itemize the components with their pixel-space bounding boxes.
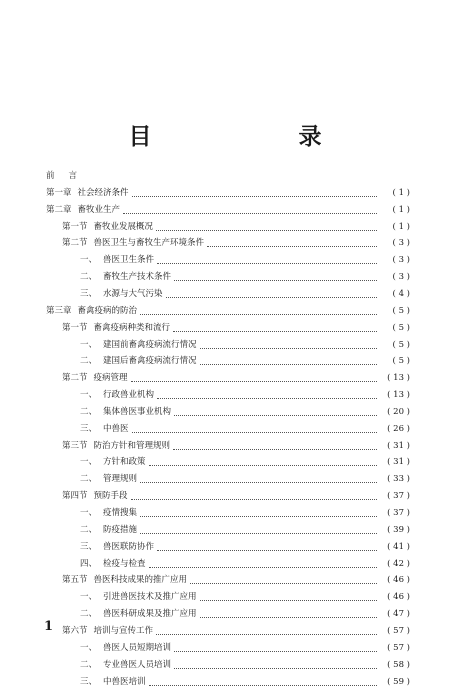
toc-entry-number: 二、 bbox=[80, 609, 98, 620]
toc-entry-number: 第二节 bbox=[62, 373, 88, 384]
toc-entry-text: 兽医科研成果及推广应用 bbox=[103, 609, 197, 620]
toc-entry-number: 前 bbox=[46, 171, 55, 181]
toc-entry bbox=[80, 471, 410, 487]
toc-leader-dots bbox=[157, 549, 377, 551]
toc-entry bbox=[80, 337, 410, 353]
toc-entry-page: ( 41 ) bbox=[387, 541, 410, 552]
toc-entry-number: 一、 bbox=[80, 642, 98, 653]
toc-entry-page: ( 26 ) bbox=[387, 423, 410, 434]
toc-entry-page: ( 31 ) bbox=[387, 440, 410, 451]
toc-leader-dots bbox=[174, 650, 377, 652]
toc-entry-label bbox=[80, 674, 146, 690]
toc-entry-text: 引进兽医技术及推广应用 bbox=[103, 592, 197, 603]
toc-entry-label bbox=[80, 353, 197, 369]
toc-entry bbox=[80, 286, 410, 302]
toc-entry bbox=[80, 539, 410, 555]
toc-leader-dots bbox=[156, 229, 377, 231]
toc-entry-text: 防疫措施 bbox=[103, 524, 138, 535]
toc-leader-dots bbox=[140, 481, 377, 483]
toc-entry-label bbox=[62, 219, 153, 235]
toc-entry-label bbox=[80, 454, 146, 470]
toc-entry-page: ( 47 ) bbox=[387, 609, 410, 620]
toc-entry-label bbox=[62, 488, 128, 504]
toc-entry-label bbox=[80, 286, 163, 302]
toc-entry-page: ( 3 ) bbox=[392, 255, 410, 266]
toc-entry-label bbox=[80, 471, 137, 487]
toc-leader-dots bbox=[157, 262, 377, 264]
toc-entry-text: 管理规则 bbox=[103, 474, 138, 485]
toc-entry-text: 畜牧生产技术条件 bbox=[103, 272, 172, 283]
toc-entry-text: 兽医科技成果的推广应用 bbox=[93, 575, 188, 586]
toc-entry-page: ( 57 ) bbox=[387, 642, 410, 653]
toc-entry-label bbox=[62, 623, 153, 639]
toc-leader-dots bbox=[140, 532, 377, 534]
toc-entry-text: 畜牧业生产 bbox=[77, 204, 121, 215]
toc-entry-number: 第二节 bbox=[62, 238, 88, 249]
toc-entry-label bbox=[80, 556, 146, 572]
toc-entry bbox=[80, 454, 410, 470]
toc-entry-text: 社会经济条件 bbox=[77, 187, 129, 198]
toc-entry-page: ( 1 ) bbox=[392, 221, 410, 232]
toc-entry-label bbox=[80, 640, 171, 656]
toc-entry-number: 一、 bbox=[80, 255, 98, 266]
toc-leader-dots bbox=[190, 582, 377, 584]
toc-entry-page: ( 1 ) bbox=[392, 187, 410, 198]
toc-leader-dots bbox=[174, 279, 377, 281]
toc-entry-text: 行政兽业机构 bbox=[103, 390, 155, 401]
toc-entry-label bbox=[80, 606, 197, 622]
toc-entry-number: 一、 bbox=[80, 592, 98, 603]
toc-entry-number: 二、 bbox=[80, 406, 98, 417]
toc-entry-text: 中兽医培训 bbox=[103, 676, 146, 687]
toc-entry-number: 第一章 bbox=[46, 187, 72, 198]
toc-entry-number: 三、 bbox=[80, 676, 98, 687]
toc-entry-text: 言 bbox=[68, 171, 78, 181]
toc-entry-page: ( 59 ) bbox=[387, 676, 410, 687]
toc-entry bbox=[46, 303, 410, 319]
toc-entry-page: ( 37 ) bbox=[387, 491, 410, 502]
toc-entry bbox=[62, 438, 410, 454]
toc-entry-number: 第五节 bbox=[62, 575, 88, 586]
toc-entry-text: 畜牧业发展概况 bbox=[93, 221, 154, 232]
toc-entry-text: 疫病管理 bbox=[93, 373, 128, 384]
toc-entry-text: 兽医卫生与畜牧生产环境条件 bbox=[93, 238, 205, 249]
toc-leader-dots bbox=[149, 464, 377, 466]
toc-entry-label bbox=[80, 522, 137, 538]
toc-entry-label bbox=[46, 168, 77, 184]
toc-entry-label bbox=[80, 539, 154, 555]
toc-entry-page: ( 5 ) bbox=[392, 339, 410, 350]
toc-entry-text: 畜禽疫病的防治 bbox=[77, 305, 138, 316]
toc-entry-number: 一、 bbox=[80, 508, 98, 518]
toc-leader-dots bbox=[200, 616, 377, 618]
toc-leader-dots bbox=[173, 330, 377, 332]
toc-entry-label bbox=[80, 589, 197, 605]
toc-entry-page: ( 39 ) bbox=[387, 524, 410, 535]
toc-entry-label bbox=[80, 505, 137, 521]
page-number: 1 bbox=[44, 619, 54, 634]
toc-entry-page: ( 46 ) bbox=[387, 592, 410, 603]
toc-entry-page: ( 13 ) bbox=[387, 390, 410, 401]
toc-entry-page: ( 5 ) bbox=[392, 305, 410, 316]
toc-entry bbox=[80, 589, 410, 605]
toc-leader-dots bbox=[200, 347, 377, 349]
toc-entry-text: 检疫与检査 bbox=[103, 558, 146, 569]
toc-entry-page: ( 33 ) bbox=[387, 474, 410, 485]
toc-entry-number: 二、 bbox=[80, 272, 98, 283]
toc-entry-page: ( 57 ) bbox=[387, 625, 410, 636]
page-title: 目 录 bbox=[128, 123, 384, 150]
toc-entry-label bbox=[46, 202, 120, 218]
toc-entry-label bbox=[46, 185, 129, 201]
toc-entry-number: 三、 bbox=[80, 541, 98, 552]
toc-entry-number: 第一节 bbox=[62, 221, 88, 232]
toc-entry-number: 四、 bbox=[80, 558, 98, 569]
toc-entry-page: ( 42 ) bbox=[387, 558, 410, 569]
toc-entry-text: 集体兽医事业机构 bbox=[103, 406, 172, 417]
toc-entry-page: ( 5 ) bbox=[392, 322, 410, 333]
toc-entry bbox=[80, 606, 410, 622]
toc-entry bbox=[62, 572, 410, 588]
toc-entry-number: 第六节 bbox=[62, 625, 88, 636]
toc-leader-dots bbox=[207, 245, 377, 247]
toc-entry bbox=[80, 404, 410, 420]
toc-entry-number: 第四节 bbox=[62, 491, 88, 502]
toc-entry bbox=[46, 168, 410, 184]
toc-entry-text: 建国后畜禽疫病流行情况 bbox=[103, 356, 197, 367]
toc-entry-text: 兽医人员短期培训 bbox=[103, 642, 172, 653]
toc-entry bbox=[62, 219, 410, 235]
toc-entry-label bbox=[80, 252, 154, 268]
toc-entry-number: 一、 bbox=[80, 339, 98, 350]
toc-leader-dots bbox=[174, 414, 377, 416]
toc-entry bbox=[46, 202, 410, 218]
toc-entry-text: 兽医联防协作 bbox=[103, 541, 155, 552]
toc-entry bbox=[62, 488, 410, 504]
toc-entry-page: ( 13 ) bbox=[387, 373, 410, 384]
toc-entry bbox=[62, 320, 410, 336]
toc-entry bbox=[80, 269, 410, 285]
toc-entry-label bbox=[62, 320, 170, 336]
toc-entry bbox=[80, 674, 410, 690]
toc-entry-label bbox=[80, 404, 171, 420]
toc-entry-page: ( 3 ) bbox=[392, 272, 410, 283]
toc-entry-number: 三、 bbox=[80, 423, 98, 434]
toc-entry-label bbox=[80, 657, 171, 673]
toc-leader-dots bbox=[200, 363, 377, 365]
toc-leader-dots bbox=[200, 599, 377, 601]
toc-entry-page: ( 31 ) bbox=[387, 457, 410, 468]
toc-leader-dots bbox=[173, 448, 377, 450]
toc-entry bbox=[62, 370, 410, 386]
toc-entry-text: 中兽医 bbox=[103, 423, 129, 434]
toc-entry-page: ( 46 ) bbox=[387, 575, 410, 586]
toc-entry bbox=[80, 522, 410, 538]
toc-entry-text: 培训与宣传工作 bbox=[93, 625, 154, 636]
toc-entry bbox=[80, 252, 410, 268]
toc-leader-dots bbox=[166, 296, 377, 298]
toc-leader-dots bbox=[132, 195, 377, 197]
toc-entry-text: 专业兽医人员培训 bbox=[103, 659, 172, 670]
toc-leader-dots bbox=[140, 515, 377, 517]
toc-entry bbox=[62, 235, 410, 251]
toc-leader-dots bbox=[123, 212, 377, 214]
toc-entry-number: 二、 bbox=[80, 474, 98, 485]
toc-entry-number: 第二章 bbox=[46, 204, 72, 215]
toc-entry bbox=[80, 421, 410, 437]
toc-entry-number: 三、 bbox=[80, 288, 98, 299]
toc-entry-page: ( 1 ) bbox=[392, 204, 410, 215]
toc-entry-number: 一、 bbox=[80, 390, 98, 401]
toc-entry bbox=[80, 353, 410, 369]
toc-entry bbox=[80, 657, 410, 673]
toc-entry-text: 防治方针和管理规则 bbox=[93, 440, 171, 451]
toc-entry-label bbox=[80, 387, 154, 403]
toc-leader-dots bbox=[174, 667, 377, 669]
toc-entry bbox=[80, 387, 410, 403]
toc-entry bbox=[80, 556, 410, 572]
toc-entry-page: ( 20 ) bbox=[387, 406, 410, 417]
toc-entry-page: ( 4 ) bbox=[392, 288, 410, 299]
toc-entry-page: ( 3 ) bbox=[392, 238, 410, 249]
toc-leader-dots bbox=[157, 397, 377, 399]
toc-leader-dots bbox=[131, 498, 377, 500]
toc-entry-page: ( 5 ) bbox=[392, 356, 410, 367]
toc-entry-number: 第一节 bbox=[62, 322, 88, 333]
toc-entry-label bbox=[46, 303, 137, 319]
toc-entry-label bbox=[62, 572, 187, 588]
toc-entry bbox=[80, 640, 410, 656]
toc-leader-dots bbox=[149, 566, 377, 568]
toc-entry-label bbox=[80, 337, 197, 353]
toc-entry-text: 预防手段 bbox=[93, 491, 128, 502]
toc-leader-dots bbox=[132, 431, 377, 433]
toc-entry-page: ( 58 ) bbox=[387, 659, 410, 670]
toc-entry-number: 二、 bbox=[80, 659, 98, 670]
toc-entry-label bbox=[62, 370, 128, 386]
toc-entry-label bbox=[62, 235, 204, 251]
toc-entry-text: 疫情搜集 bbox=[103, 508, 138, 518]
toc-entry-number: 第三章 bbox=[46, 305, 72, 316]
toc-entry-number: 第三节 bbox=[62, 440, 88, 451]
toc-entry-number: 二、 bbox=[80, 356, 98, 367]
toc-entry-label bbox=[80, 421, 129, 437]
toc-entry-label bbox=[62, 438, 170, 454]
toc-entry-text: 方针和政策 bbox=[103, 457, 146, 468]
toc-entry-number: 二、 bbox=[80, 524, 98, 535]
toc-entry-text: 畜禽疫病种类和流行 bbox=[93, 322, 171, 333]
toc-entry-page: ( 37 ) bbox=[387, 508, 410, 518]
toc-entry-text: 兽医卫生条件 bbox=[103, 255, 155, 266]
toc-leader-dots bbox=[140, 313, 377, 315]
toc-leader-dots bbox=[149, 684, 377, 686]
toc-entry-text: 水源与大气污染 bbox=[103, 288, 163, 299]
toc-entry-number: 一、 bbox=[80, 457, 98, 468]
toc-entry-text: 建国前畜禽疫病流行情况 bbox=[103, 339, 197, 350]
toc-leader-dots bbox=[131, 380, 377, 382]
toc-entry bbox=[80, 505, 410, 521]
toc-leader-dots bbox=[156, 633, 377, 635]
toc-entry-label bbox=[80, 269, 171, 285]
toc-entry bbox=[46, 185, 410, 201]
toc-entry bbox=[62, 623, 410, 639]
